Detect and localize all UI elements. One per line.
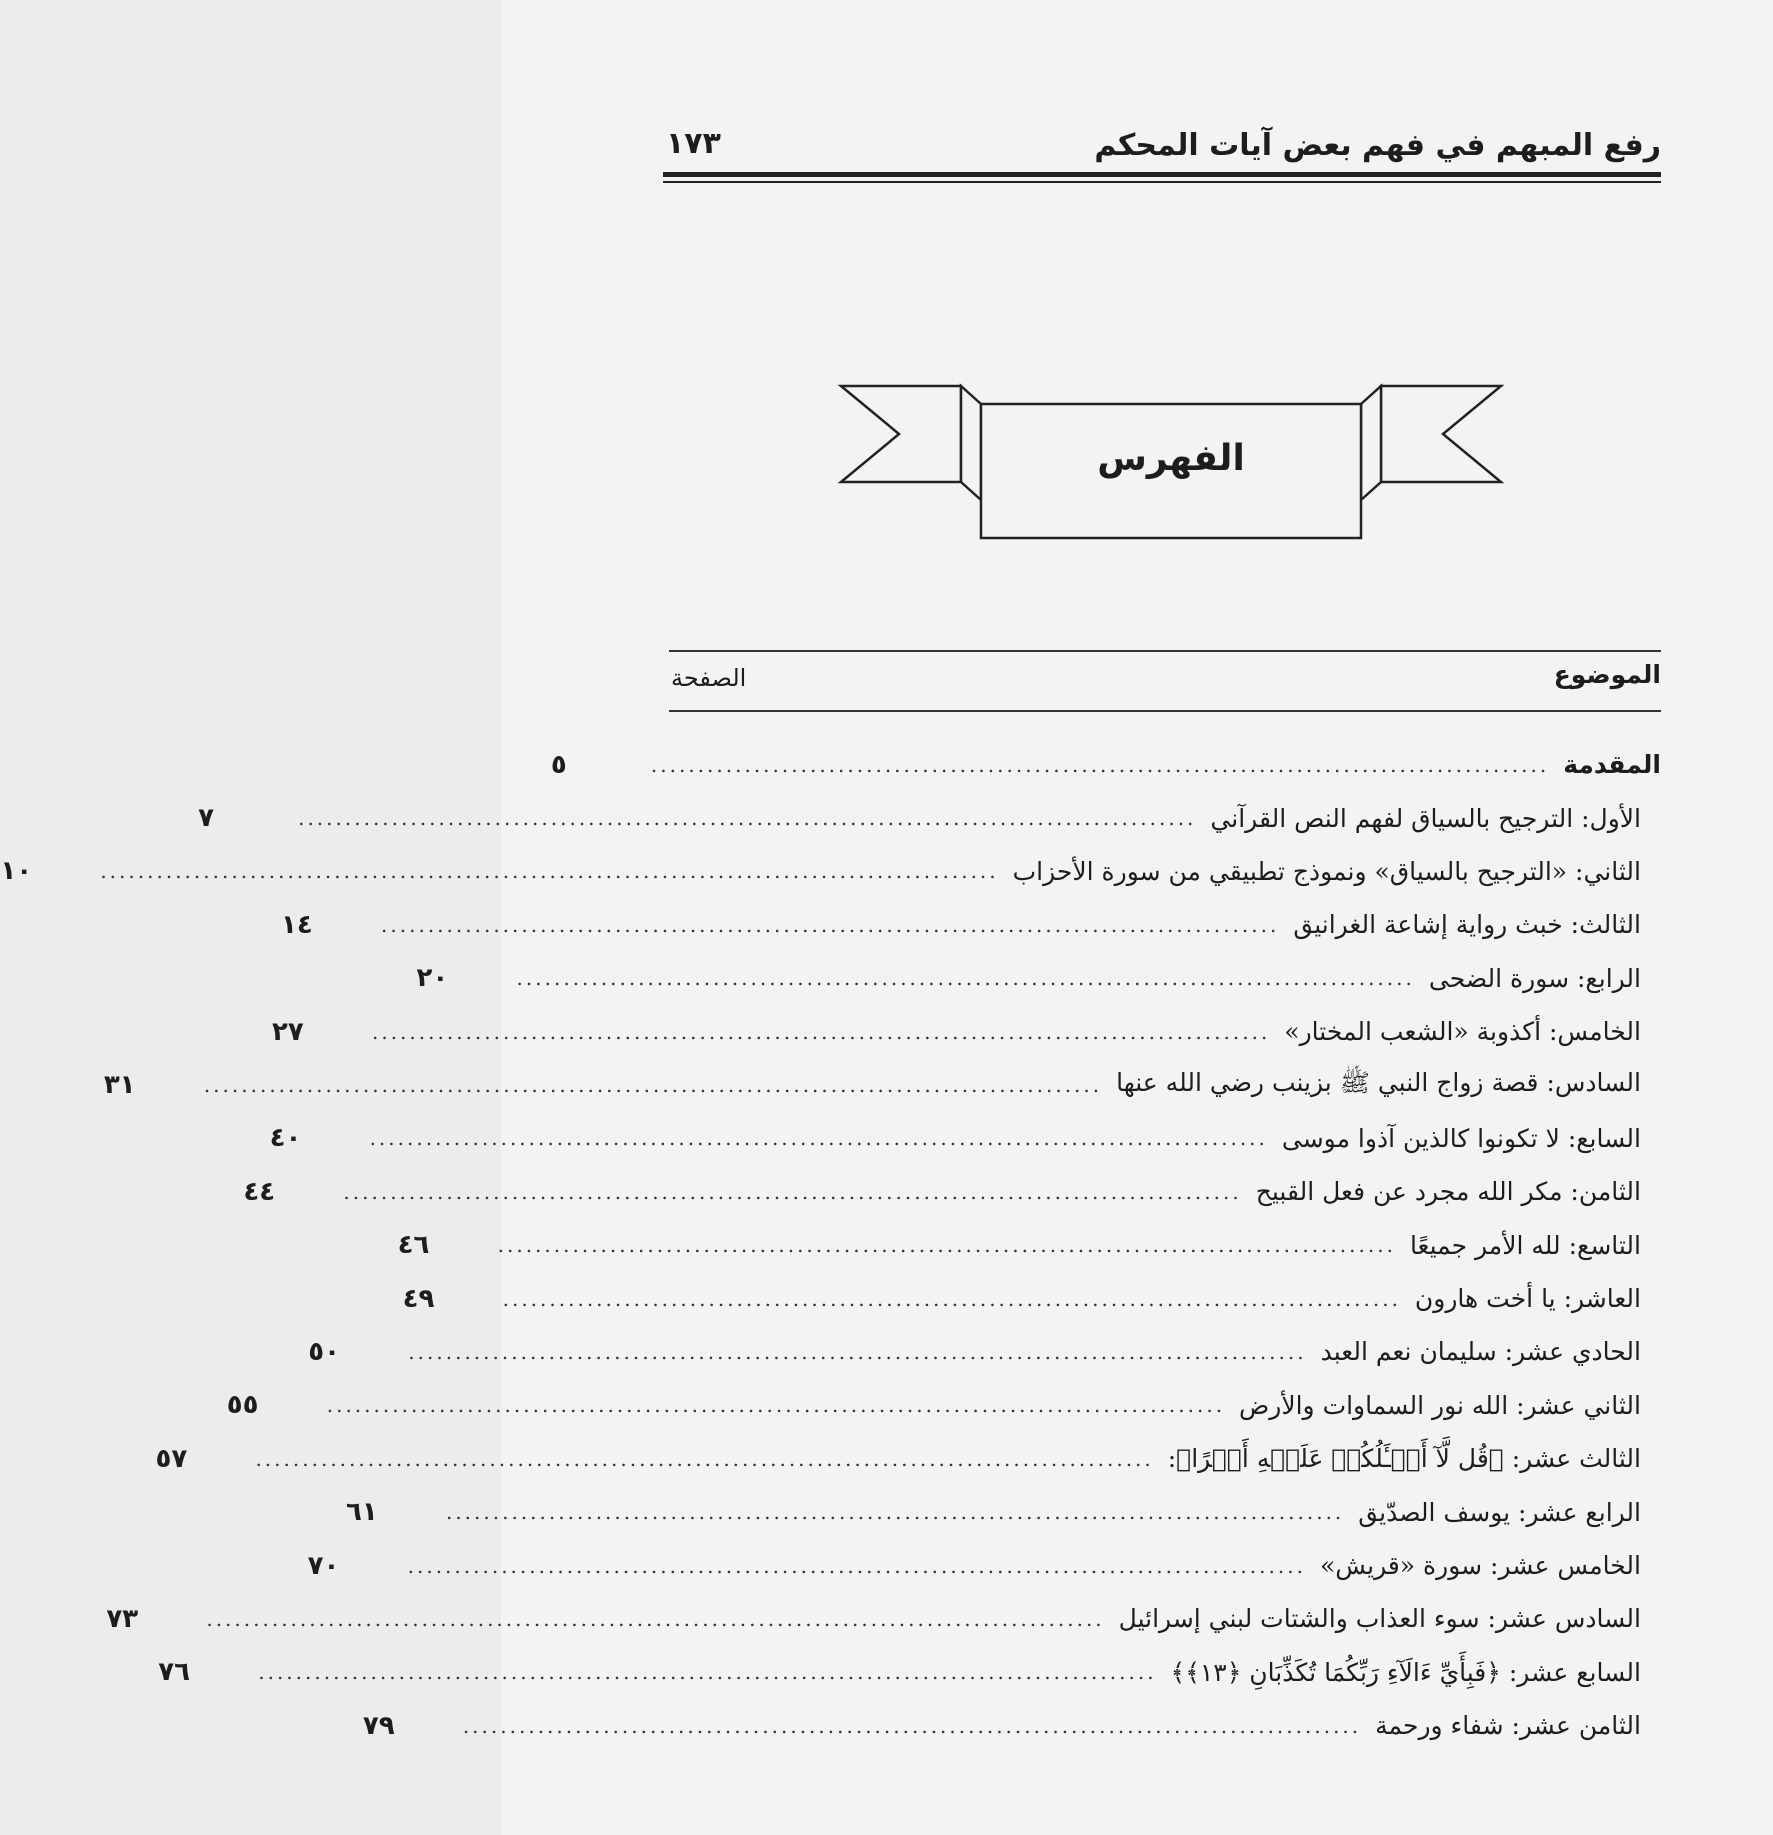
toc-entry[interactable] <box>103 1058 1661 1111</box>
toc-entry-page: ٢٧ <box>271 1016 304 1047</box>
toc-entry-label: الثاني: «الترجيح بالسياق» ونموذج تطبيقي من سورة الأحزاب <box>1012 856 1641 886</box>
toc-entry-label: الثاني عشر: الله نور السماوات والأرض <box>1239 1390 1641 1420</box>
column-header-topic: الموضوع <box>1553 660 1661 689</box>
toc-entry-label: العاشر: يا أخت هارون <box>1414 1284 1641 1314</box>
toc-entry[interactable] <box>550 738 1661 791</box>
toc-entry[interactable] <box>271 1005 1661 1058</box>
toc-entry-page: ٧٠ <box>307 1550 340 1581</box>
dot-leader: ................................................................................................ <box>381 912 1280 937</box>
dot-leader: ................................................................................................ <box>206 1606 1105 1631</box>
toc-entry[interactable] <box>362 1699 1661 1752</box>
dot-leader: ................................................................................................ <box>650 752 1550 777</box>
toc-entry-page: ٧ <box>198 803 214 834</box>
toc-entry-page: ٥ <box>550 749 567 780</box>
dot-leader: ................................................................................................ <box>255 1446 1154 1471</box>
dot-leader: ................................................................................................ <box>100 859 999 884</box>
toc-entry-label: الثالث عشر: ﴿قُل لَّآ أَسۡـَٔلُكُمۡ عَلَيۡهِ أَجۡرًا﴾: <box>1167 1444 1641 1474</box>
toc-entry-page: ٧٩ <box>362 1710 395 1741</box>
running-header <box>666 122 1661 172</box>
toc-entry-page: ٥٠ <box>308 1336 341 1367</box>
header-rule-thin <box>663 181 1661 183</box>
toc-entry[interactable] <box>416 952 1661 1005</box>
dot-leader: ................................................................................................ <box>516 966 1415 991</box>
table-rule-top <box>669 650 1661 652</box>
toc-entry[interactable] <box>307 1539 1661 1592</box>
toc-entry-label: الثامن عشر: شفاء ورحمة <box>1375 1711 1641 1741</box>
toc-entry-label: الثالث: خبث رواية إشاعة الغرانيق <box>1293 910 1641 940</box>
dot-leader: ................................................................................................ <box>258 1660 1157 1685</box>
toc-entry-label: السادس: قصة زواج النبي ﷺ بزينب رضي الله عنها <box>1116 1067 1641 1097</box>
toc-entry[interactable] <box>198 791 1661 844</box>
table-rule-bottom <box>669 710 1661 712</box>
toc-entry-page: ٧٦ <box>158 1657 190 1688</box>
toc-entry[interactable] <box>281 898 1661 951</box>
index-banner <box>841 380 1501 540</box>
toc-entry-label: الثامن: مكر الله مجرد عن فعل القبيح <box>1255 1177 1641 1207</box>
toc-entry[interactable] <box>158 1646 1661 1699</box>
toc-entry-page: ٥٥ <box>226 1390 259 1421</box>
header-rule-thick <box>663 172 1661 177</box>
toc-list <box>0 738 1661 1752</box>
toc-entry[interactable] <box>402 1272 1661 1325</box>
toc-entry-page: ٤٤ <box>243 1176 276 1207</box>
dot-leader: ................................................................................................ <box>369 1126 1268 1151</box>
toc-entry[interactable] <box>0 845 1661 898</box>
dot-leader: ................................................................................................ <box>408 1339 1307 1364</box>
index-title: الفهرس <box>1097 438 1245 479</box>
toc-entry[interactable] <box>226 1379 1661 1432</box>
dot-leader: ................................................................................................ <box>343 1179 1242 1204</box>
toc-entry-label: المقدمة <box>1563 750 1661 780</box>
toc-entry[interactable] <box>397 1219 1661 1272</box>
toc-entry-label: الخامس عشر: سورة «قريش» <box>1319 1551 1641 1581</box>
toc-entry[interactable] <box>345 1485 1661 1538</box>
column-header-page: الصفحة <box>671 664 747 692</box>
book-title: رفع المبهم في فهم بعض آيات المحكم <box>1094 128 1661 163</box>
toc-entry[interactable] <box>155 1432 1661 1485</box>
dot-leader: ................................................................................................ <box>326 1393 1226 1418</box>
toc-entry-label: الخامس: أكذوبة «الشعب المختار» <box>1284 1017 1641 1047</box>
toc-entry-label: الحادي عشر: سليمان نعم العبد <box>1320 1337 1641 1367</box>
dot-leader: ................................................................................................ <box>371 1019 1271 1044</box>
dot-leader: ................................................................................................ <box>445 1500 1345 1525</box>
toc-entry-label: التاسع: لله الأمر جميعًا <box>1409 1230 1641 1260</box>
dot-leader: ................................................................................................ <box>298 806 1197 831</box>
toc-entry-label: الرابع: سورة الضحى <box>1428 963 1641 993</box>
toc-entry-page: ١٤ <box>281 909 313 940</box>
toc-entry-label: السادس عشر: سوء العذاب والشتات لبني إسرائيل <box>1118 1604 1641 1634</box>
dot-leader: ................................................................................................ <box>497 1233 1396 1258</box>
toc-entry-label: السابع: لا تكونوا كالذين آذوا موسى <box>1281 1123 1641 1153</box>
toc-entry-page: ٧٣ <box>106 1603 139 1634</box>
toc-entry-page: ٦١ <box>345 1497 378 1528</box>
toc-entry[interactable] <box>106 1592 1661 1645</box>
toc-entry-page: ٣١ <box>103 1070 136 1101</box>
toc-entry[interactable] <box>243 1165 1661 1218</box>
toc-entry[interactable] <box>308 1325 1661 1378</box>
toc-entry-page: ٤٠ <box>269 1123 302 1154</box>
page-number: ١٧٣ <box>666 126 721 161</box>
toc-entry-label: الأول: الترجيح بالسياق لفهم النص القرآني <box>1210 803 1641 833</box>
toc-entry-page: ٤٩ <box>402 1283 435 1314</box>
toc-entry[interactable] <box>269 1112 1661 1165</box>
toc-entry-label: الرابع عشر: يوسف الصدّيق <box>1358 1497 1641 1527</box>
dot-leader: ................................................................................................ <box>462 1713 1362 1738</box>
toc-entry-page: ١٠ <box>0 856 33 887</box>
dot-leader: ................................................................................................ <box>407 1553 1306 1578</box>
toc-entry-label: السابع عشر: ﴿فَبِأَيِّ ءَالَآءِ رَبِّكُمَا تُكَذِّبَانِ ﴿١٣﴾﴾ <box>1170 1657 1641 1687</box>
dot-leader: ................................................................................................ <box>203 1073 1103 1098</box>
toc-entry-page: ٥٧ <box>155 1443 188 1474</box>
dot-leader: ................................................................................................ <box>502 1286 1401 1311</box>
toc-entry-page: ٢٠ <box>416 963 449 994</box>
toc-entry-page: ٤٦ <box>397 1230 430 1261</box>
